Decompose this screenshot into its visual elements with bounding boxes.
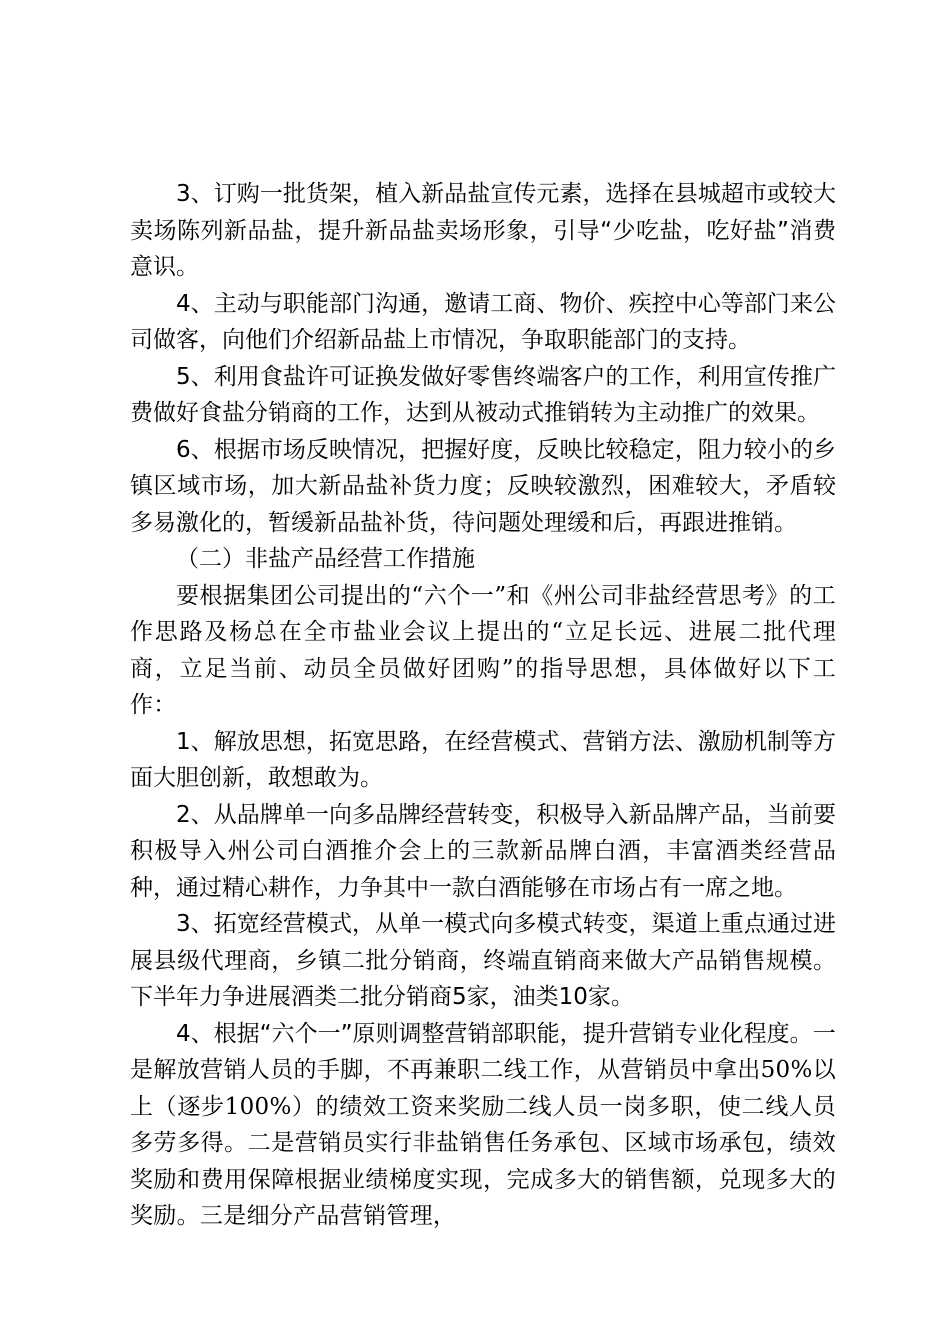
paragraph-non-salt-1: 1、解放思想，拓宽思路，在经营模式、营销方法、激励机制等方面大胆创新，敢想敢为。 (130, 728, 836, 791)
paragraph-salt-4: 4、主动与职能部门沟通，邀请工商、物价、疾控中心等部门来公司做客，向他们介绍新品盐上市情况，争取职能部门的支持。 (130, 290, 836, 353)
paragraph-non-salt-3: 3、拓宽经营模式，从单一模式向多模式转变，渠道上重点通过进展县级代理商，乡镇二批分销商，终端直销商来做大产品销售规模。下半年力争进展酒类二批分销商5家，油类10家。 (130, 911, 836, 1010)
paragraph-non-salt-4-rest: 一是解放营销人员的手脚，不再兼职二线工作，从营销员中拿出50%以上（逐步100%）的绩效工资来奖励二线人员一岗多职，使二线人员多劳多得。二是营销员实行非盐销售任务承包、区域市场承包，绩效奖励和费用保障根据业绩梯度实现，完成多大的销售额，兑现多大的奖励。三是细分产品营销管理， (130, 1020, 836, 1229)
paragraph-salt-3: 3、订购一批货架，植入新品盐宣传元素，选择在县城超市或较大卖场陈列新品盐，提升新品盐卖场形象，引导“少吃盐，吃好盐”消费意识。 (130, 181, 836, 280)
document-body (130, 176, 836, 1235)
paragraph-non-salt-4-lead: 4、根据“六个一”原则调整营销部职能，提升营销专业化程度。 (176, 1020, 813, 1047)
paragraph-non-salt-4 (130, 1016, 836, 1235)
paragraph-non-salt-intro: 要根据集团公司提出的“六个一”和《州公司非盐经营思考》的工作思路及杨总在全市盐业会议上提出的“立足长远、进展二批代理商，立足当前、动员全员做好团购”的指导思想，具体做好以下工作： (130, 582, 836, 718)
paragraph-non-salt-2: 2、从品牌单一向多品牌经营转变，积极导入新品牌产品，当前要积极导入州公司白酒推介会上的三款新品牌白酒，丰富酒类经营品种，通过精心耕作，力争其中一款白酒能够在市场占有一席之地。 (130, 801, 836, 901)
paragraph-salt-6: 6、根据市场反映情况，把握好度，反映比较稳定，阻力较小的乡镇区域市场，加大新品盐补货力度；反映较激烈，困难较大，矛盾较多易激化的，暂缓新品盐补货，待问题处理缓和后，再跟进推销。 (130, 436, 836, 536)
paragraph-salt-5: 5、利用食盐许可证换发做好零售终端客户的工作，利用宣传推广费做好食盐分销商的工作，达到从被动式推销转为主动推广的效果。 (130, 363, 836, 426)
section-heading-non-salt: （二）非盐产品经营工作措施 (176, 546, 475, 572)
